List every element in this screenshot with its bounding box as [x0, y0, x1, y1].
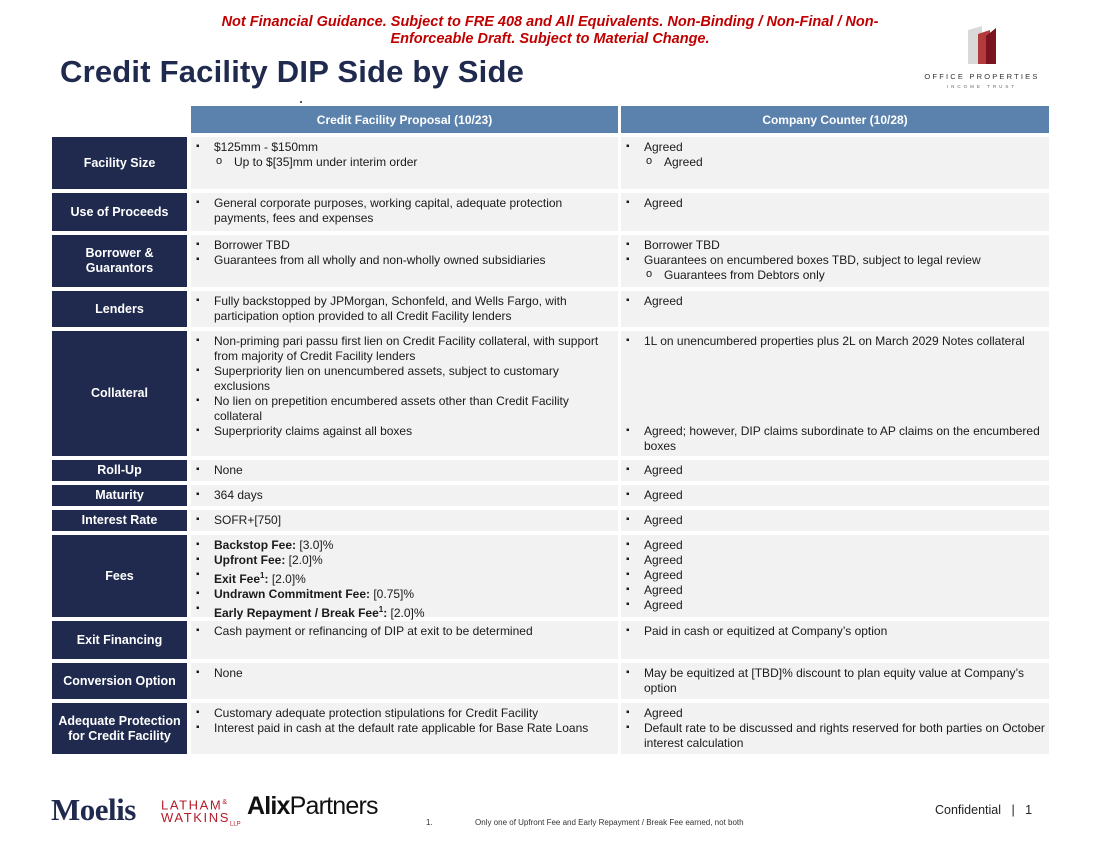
- bullet-item: ▪ Agreed: [621, 140, 1049, 155]
- latham-watkins-logo: LATHAM& $WATKINS_{LLP}$: [161, 797, 241, 828]
- disclaimer-line-2: Enforceable Draft. Subject to Material Change.: [390, 31, 710, 47]
- counter-cell: [621, 291, 1049, 327]
- bullet-item: ▪ General corporate purposes, working capital, adequate protection payments, fees and expenses: [191, 196, 618, 226]
- bullet-item: ▪ Agreed: [621, 513, 1049, 528]
- page-number: 1: [1025, 803, 1033, 817]
- bullet-item: ▪ 364 days: [191, 488, 618, 503]
- bullet-item: ▪ Non-priming pari passu first lien on Credit Facility collateral, with support from majority of Credit Facility lenders: [191, 334, 618, 364]
- bullet-item: ▪ Paid in cash or equitized at Company’s option: [621, 624, 1049, 639]
- bullet-item: ▪ May be equitized at [TBD]% discount to plan equity value at Company’s option: [621, 666, 1049, 696]
- proposal-cell: [191, 331, 618, 456]
- bullet-item: ▪ $125mm - $150mm: [191, 140, 618, 155]
- bullet-item: ▪ Agreed: [621, 294, 1049, 309]
- row-label: Interest Rate: [52, 510, 187, 531]
- footnote: [426, 818, 744, 827]
- table-row: [52, 485, 1049, 506]
- office-properties-logo-icon: [968, 26, 996, 64]
- bullet-item: ▪ Agreed: [621, 488, 1049, 503]
- row-label: Roll-Up: [52, 460, 187, 481]
- counter-cell: [621, 621, 1049, 659]
- proposal-cell: [191, 535, 618, 620]
- bullet-item: ▪ Agreed: [621, 553, 1049, 568]
- proposal-cell: [191, 193, 618, 231]
- bullet-item: ▪ Agreed: [621, 583, 1049, 598]
- bullet-item: ▪ None: [191, 463, 618, 478]
- office-properties-logo: [924, 24, 1040, 94]
- logo-sub: INCOME TRUST: [946, 84, 1018, 89]
- row-label: Use of Proceeds: [52, 193, 187, 231]
- page-title: Credit Facility DIP Side by Side: [60, 54, 525, 89]
- fee-item: ▪ Early Repayment / Break Fee$^1$: [2.0]%: [191, 602, 618, 621]
- stray-dot: [300, 101, 302, 103]
- bullet-item: ▪ Borrower TBD: [621, 238, 1049, 253]
- counter-cell: [621, 663, 1049, 699]
- disclaimer: [170, 14, 930, 48]
- bullet-item: ▪ Superpriority lien on unencumbered assets, subject to customary exclusions: [191, 364, 618, 394]
- table-row: [52, 291, 1049, 327]
- bullet-item: ▪ Agreed: [621, 568, 1049, 583]
- counter-cell: [621, 137, 1049, 189]
- proposal-cell: [191, 703, 618, 754]
- fee-item: ▪ Backstop Fee: [3.0]%: [191, 538, 618, 553]
- header-counter: Company Counter (10/28): [621, 106, 1049, 133]
- disclaimer-line-1: Not Financial Guidance. Subject to FRE 408 and All Equivalents. Non-Binding / Non-Final / Non-: [221, 14, 879, 30]
- proposal-cell: [191, 485, 618, 506]
- counter-cell: [621, 460, 1049, 481]
- table-row: [52, 510, 1049, 531]
- bullet-item: ▪ Agreed: [621, 196, 1049, 211]
- footnote-text: Only one of Upfront Fee and Early Repayment / Break Fee earned, not both: [475, 818, 744, 827]
- bullet-item: ▪ Agreed: [621, 706, 1049, 721]
- table-row: [52, 703, 1049, 754]
- bullet-item: ▪ Interest paid in cash at the default rate applicable for Base Rate Loans: [191, 721, 618, 736]
- footnote-number: 1.: [426, 818, 433, 827]
- table-row: [52, 663, 1049, 699]
- table-row: [52, 235, 1049, 287]
- proposal-cell: [191, 137, 618, 189]
- fee-item: ▪ Exit Fee$^1$: [2.0]%: [191, 568, 618, 587]
- proposal-cell: [191, 621, 618, 659]
- counter-cell: [621, 235, 1049, 287]
- table-row: [52, 621, 1049, 659]
- counter-cell: [621, 703, 1049, 754]
- sub-bullet-item: o Up to $[35]mm under interim order: [191, 155, 618, 170]
- proposal-cell: [191, 510, 618, 531]
- bullet-item: ▪ None: [191, 666, 618, 681]
- bullet-item: ▪ Superpriority claims against all boxes: [191, 424, 618, 439]
- table-row: [52, 331, 1049, 456]
- table-row: [52, 137, 1049, 189]
- bullet-item: ▪ Guarantees on encumbered boxes TBD, subject to legal review: [621, 253, 1049, 268]
- proposal-cell: [191, 663, 618, 699]
- row-label: Collateral: [52, 331, 187, 456]
- bullet-item: ▪ Agreed; however, DIP claims subordinate to AP claims on the encumbered boxes: [621, 424, 1049, 454]
- proposal-cell: [191, 235, 618, 287]
- confidential-label: Confidential: [935, 803, 1002, 817]
- bullet-item: ▪ No lien on prepetition encumbered assets other than Credit Facility collateral: [191, 394, 618, 424]
- bullet-item: ▪ Customary adequate protection stipulations for Credit Facility: [191, 706, 618, 721]
- bullet-item: ▪ Cash payment or refinancing of DIP at exit to be determined: [191, 624, 618, 639]
- counter-cell: [621, 510, 1049, 531]
- header-proposal: Credit Facility Proposal (10/23): [191, 106, 618, 133]
- counter-cell: [621, 331, 1049, 456]
- confidential-page-number: [935, 803, 1032, 817]
- row-label: Borrower & Guarantors: [52, 235, 187, 287]
- table-row: [52, 193, 1049, 231]
- sub-bullet-item: o Guarantees from Debtors only: [621, 268, 1049, 283]
- row-label: Adequate Protection for Credit Facility: [52, 703, 187, 754]
- moelis-logo: Moelis: [51, 792, 136, 827]
- logo-name: OFFICE PROPERTIES: [924, 72, 1040, 81]
- row-label: Exit Financing: [52, 621, 187, 659]
- counter-cell: [621, 535, 1049, 617]
- row-label: Conversion Option: [52, 663, 187, 699]
- bullet-item: ▪ 1L on unencumbered properties plus 2L on March 2029 Notes collateral: [621, 334, 1049, 349]
- counter-cell: [621, 193, 1049, 231]
- row-label: Facility Size: [52, 137, 187, 189]
- bullet-item: ▪ Agreed: [621, 463, 1049, 478]
- bullet-item: ▪ Agreed: [621, 598, 1049, 613]
- alixpartners-logo: AlixPartners: [247, 792, 378, 820]
- row-label: Maturity: [52, 485, 187, 506]
- bullet-item: ▪ Guarantees from all wholly and non-wholly owned subsidiaries: [191, 253, 618, 268]
- proposal-cell: [191, 460, 618, 481]
- counter-cell: [621, 485, 1049, 506]
- proposal-cell: [191, 291, 618, 327]
- row-label: Fees: [52, 535, 187, 617]
- bullet-item: ▪ Default rate to be discussed and rights reserved for both parties on October interest calculation: [621, 721, 1049, 751]
- bullet-item: ▪ Fully backstopped by JPMorgan, Schonfeld, and Wells Fargo, with participation option provided to all Credit Facility lenders: [191, 294, 618, 324]
- bullet-item: ▪ Agreed: [621, 538, 1049, 553]
- fee-item: ▪ Undrawn Commitment Fee: [0.75]%: [191, 587, 618, 602]
- table-row: [52, 535, 1049, 620]
- page-separator: |: [1011, 803, 1015, 817]
- bullet-item: ▪ SOFR+[750]: [191, 513, 618, 528]
- row-label: Lenders: [52, 291, 187, 327]
- sub-bullet-item: o Agreed: [621, 155, 1049, 170]
- fee-item: ▪ Upfront Fee: [2.0]%: [191, 553, 618, 568]
- table-row: [52, 460, 1049, 481]
- bullet-item: ▪ Borrower TBD: [191, 238, 618, 253]
